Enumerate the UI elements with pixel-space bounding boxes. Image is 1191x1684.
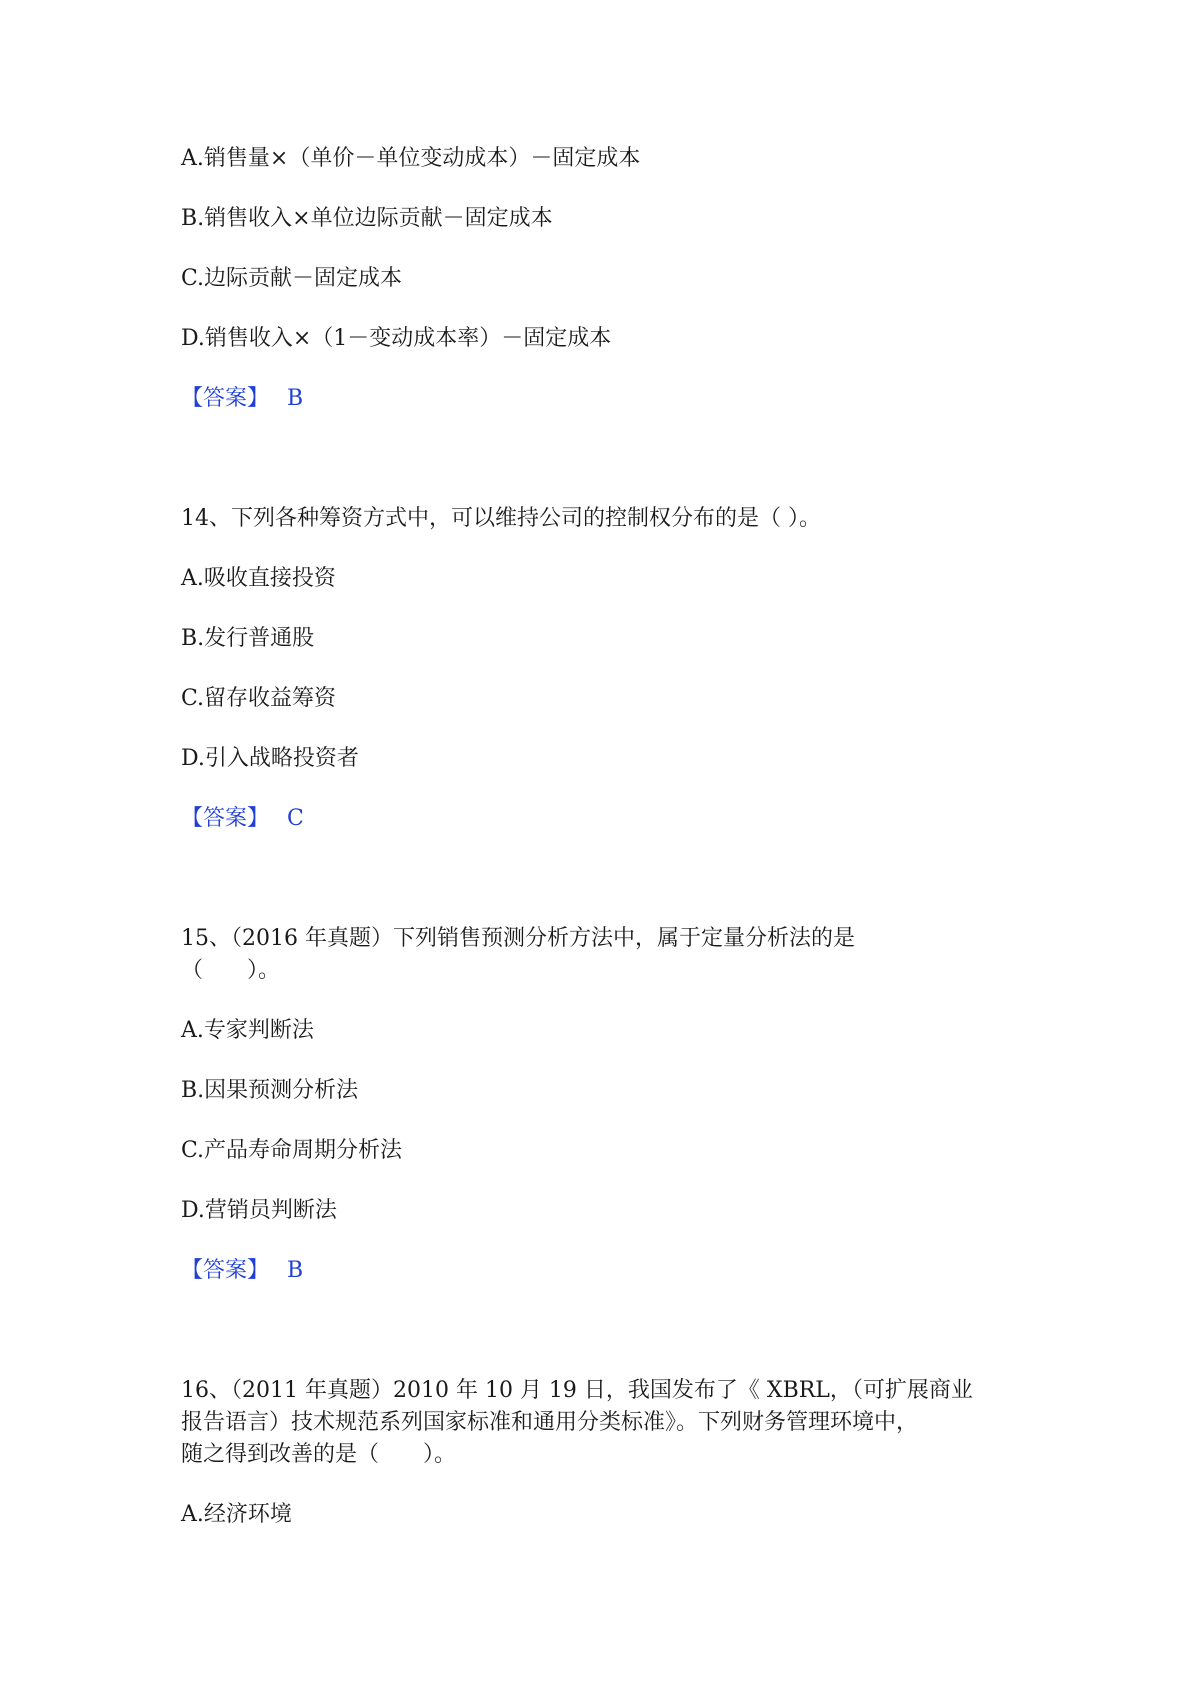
q13-option-c: C.边际贡献－固定成本 <box>181 266 403 291</box>
q15-option-b: B.因果预测分析法 <box>181 1078 359 1103</box>
q15-option-a: A.专家判断法 <box>181 1018 314 1043</box>
q14-option-c: C.留存收益筹资 <box>181 686 337 711</box>
q14-answer <box>181 803 304 835</box>
answer-label: 【答案】 <box>181 386 270 411</box>
q16-stem-line-2: 报告语言）技术规范系列国家标准和通用分类标准》。下列财务管理环境中， <box>181 1410 919 1435</box>
q15-stem-line-2: （ ）。 <box>181 958 281 983</box>
q15-option-c: C.产品寿命周期分析法 <box>181 1138 403 1163</box>
q14-option-b: B.发行普通股 <box>181 626 315 651</box>
q16-stem-line-1: 16、（2011 年真题）2010 年 10 月 19 日，我国发布了《 XBRL，（可扩展商业 <box>181 1378 973 1403</box>
q16-stem-line-3: 随之得到改善的是（ ）。 <box>181 1442 457 1467</box>
answer-label: 【答案】 <box>181 806 270 831</box>
q15-answer <box>181 1255 303 1287</box>
answer-label: 【答案】 <box>181 1258 270 1283</box>
q16-option-a: A.经济环境 <box>181 1502 292 1527</box>
q13-option-b: B.销售收入×单位边际贡献－固定成本 <box>181 206 553 231</box>
answer-value: C <box>287 806 304 831</box>
q13-answer <box>181 383 303 415</box>
q15-option-d: D.营销员判断法 <box>181 1198 337 1223</box>
q15-stem-line-1: 15、（2016 年真题）下列销售预测分析方法中，属于定量分析法的是 <box>181 926 855 951</box>
q13-option-d: D.销售收入×（1－变动成本率）－固定成本 <box>181 326 612 351</box>
q14-option-d: D.引入战略投资者 <box>181 746 359 771</box>
q14-option-a: A.吸收直接投资 <box>181 566 336 591</box>
answer-value: B <box>287 386 304 411</box>
answer-value: B <box>287 1258 304 1283</box>
q13-option-a: A.销售量×（单价－单位变动成本）－固定成本 <box>181 146 641 171</box>
q14-stem: 14、下列各种筹资方式中，可以维持公司的控制权分布的是（ ）。 <box>181 506 821 531</box>
